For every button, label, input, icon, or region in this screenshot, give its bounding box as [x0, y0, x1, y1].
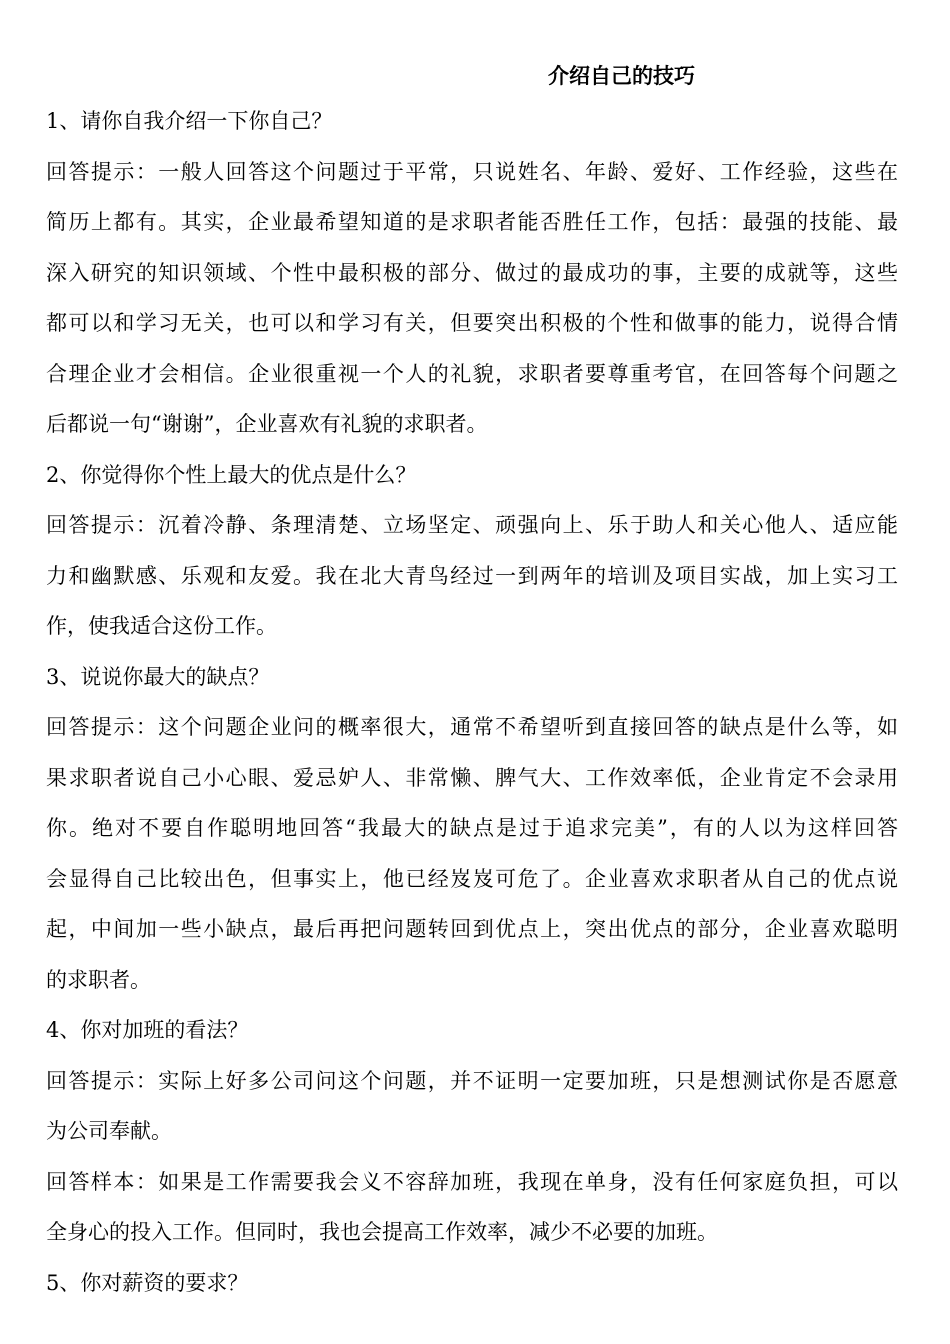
text-line: 2、你觉得你个性上最大的优点是什么？ — [46, 462, 417, 487]
text-line: 后都说一句“谢谢”，企业喜欢有礼貌的求职者。 — [46, 412, 488, 436]
text-line: 合理企业才会相信。企业很重视一个人的礼貌，求职者要尊重考官，在回答每个问题之 — [46, 361, 898, 386]
text-line: 回答提示：一般人回答这个问题过于平常，只说姓名、年龄、爱好、工作经验，这些在 — [46, 159, 898, 184]
text-line: 的求职者。 — [46, 967, 151, 992]
text-line: 1、请你自我介绍一下你自己？ — [46, 109, 333, 133]
text-line: 3、说说你最大的缺点？ — [46, 664, 270, 689]
text-line: 简历上都有。其实，企业最希望知道的是求职者能否胜任工作，包括：最强的技能、最 — [46, 210, 898, 234]
text-line: 你。绝对不要自作聪明地回答“我最大的缺点是过于追求完美”，有的人以为这样回答 — [46, 816, 898, 840]
text-line: 作，使我适合这份工作。 — [46, 614, 277, 638]
text-line: 力和幽默感、乐观和友爱。我在北大青鸟经过一到两年的培训及项目实战，加上实习工 — [46, 563, 898, 588]
text-line: 回答提示：实际上好多公司问这个问题，并不证明一定要加班，只是想测试你是否愿意 — [46, 1068, 898, 1093]
document-title: 介绍自己的技巧 — [548, 64, 695, 88]
document-page — [46, 56, 898, 1308]
text-line: 5、你对薪资的要求？ — [46, 1270, 249, 1295]
text-line: 回答提示：这个问题企业问的概率很大，通常不希望听到直接回答的缺点是什么等，如 — [46, 715, 898, 739]
text-line: 为公司奉献。 — [46, 1119, 172, 1143]
document-body — [46, 96, 898, 1308]
text-line: 回答提示：沉着冷静、条理清楚、立场坚定、顽强向上、乐于助人和关心他人、适应能 — [46, 513, 898, 537]
text-line: 全身心的投入工作。但同时，我也会提高工作效率，减少不必要的加班。 — [46, 1220, 718, 1244]
text-line: 深入研究的知识领域、个性中最积极的部分、做过的最成功的事，主要的成就等，这些 — [46, 260, 898, 285]
text-line: 起，中间加一些小缺点，最后再把问题转回到优点上，突出优点的部分，企业喜欢聪明 — [46, 917, 898, 941]
text-line: 会显得自己比较出色，但事实上，他已经岌岌可危了。企业喜欢求职者从自己的优点说 — [46, 866, 898, 891]
text-line: 4、你对加班的看法？ — [46, 1018, 249, 1042]
text-line: 回答样本：如果是工作需要我会义不容辞加班，我现在单身，没有任何家庭负担，可以 — [46, 1169, 898, 1194]
text-line: 果求职者说自己小心眼、爱忌妒人、非常懒、脾气大、工作效率低，企业肯定不会录用 — [46, 765, 898, 790]
text-line: 都可以和学习无关，也可以和学习有关，但要突出积极的个性和做事的能力，说得合情 — [46, 311, 898, 335]
